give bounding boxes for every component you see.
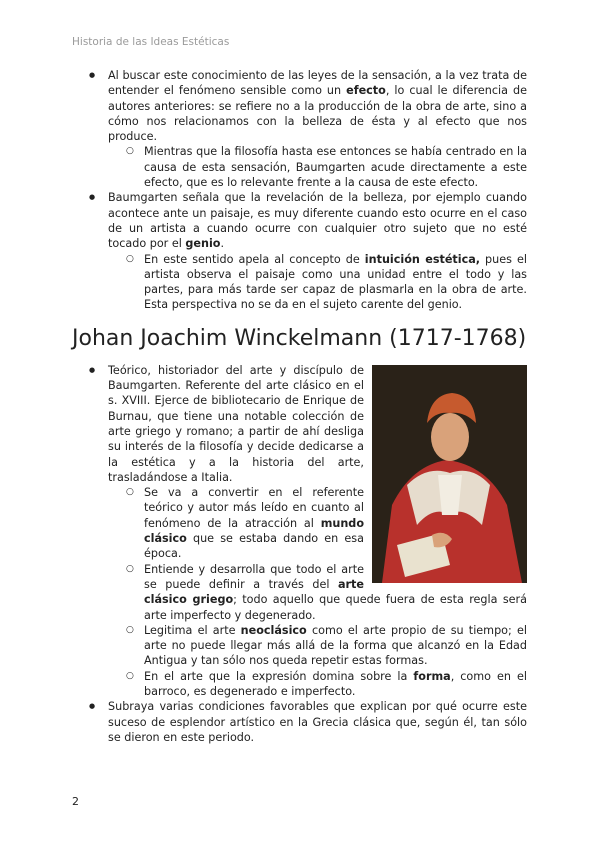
list-item: ● Baumgarten señala que la revelación de la belleza, por ejemplo cuando acontece ante un paisaje, es muy diferente cuando esto ocurre en el caso de un artista a cuando ocurre con cualquier otro sujeto que no esté tocado por el genio. ○ En este sentido apela al concepto de intuición estética, pues el artista observa el paisaje como una unidad entre el todo y las partes, para más tarde ser capaz de plasmarla en la obra de arte. Esta perspectiva no se da en el sujeto carente del genio.: [72, 190, 527, 312]
section-title: Johan Joachim Winckelmann (1717-1768): [72, 325, 527, 351]
list-item: ● Teórico, historiador del arte y discípulo de Baumgarten. Referente del arte clásico en el s. XVIII. Ejerce de bibliotecario de Enrique de Burnau, que tiene una notable colección de arte griego y romano; a partir de ahí desliga su interés de la filosofía y decide dedicarse a la estética y a la historia del arte, trasladándose a Italia. ○ Se va a convertir en el referente teórico y autor más leído en cuanto al fenómeno de la atracción al mundo clásico que se estaba dando en esa época. ○ Entiende y desarrolla que todo el arte se puede definir a través del arte clásico griego; todo aquello que quede fuera de esta regla será arte imperfecto y degenerado. ○ Legitima el arte neoclásico como el arte propio de su tiempo; el arte no puede llegar más allá de la forma que alcanzó en la Edad Antigua y tan sólo nos queda repetir estas formas. ○ En el arte que la expresión domina sobre la forma, como en el barroco, es degenerado e imperfecto.: [72, 363, 527, 700]
sub-list: [108, 485, 527, 699]
sub-list-item: ○ En este sentido apela al concepto de intuición estética, pues el artista observa el paisaje como una unidad entre el todo y las partes, para más tarde ser capaz de plasmarla en la obra de arte. Esta perspectiva no se da en el sujeto carente del genio.: [108, 252, 527, 313]
sub-list-item: ○ Se va a convertir en el referente teórico y autor más leído en cuanto al fenómeno de la atracción al mundo clásico que se estaba dando en esa época.: [108, 485, 527, 561]
sub-list-item: ○ Mientras que la filosofía hasta ese entonces se había centrado en la causa de esta sensación, Baumgarten acude directamente a este efecto, que es lo relevante frente a la causa de este efecto.: [108, 144, 527, 190]
page-number: 2: [72, 795, 79, 808]
running-header: Historia de las Ideas Estéticas: [72, 36, 230, 48]
bold-term: intuición estética,: [364, 252, 481, 266]
bold-term: neoclásico: [240, 623, 307, 637]
bold-term: efecto: [346, 84, 386, 98]
bold-term: forma: [413, 669, 451, 683]
winckelmann-bullet-list: [72, 363, 527, 745]
sub-list: [108, 252, 527, 313]
sub-list-item: ○ Entiende y desarrolla que todo el arte se puede definir a través del arte clásico griego; todo aquello que quede fuera de esta regla será arte imperfecto y degenerado.: [108, 562, 527, 623]
list-item: ● Al buscar este conocimiento de las leyes de la sensación, a la vez trata de entender el fenómeno sensible como un efecto, lo cual le diferencia de autores anteriores: se refiere no a la producción de la obra de arte, sino a cómo nos relacionamos con la belleza de ésta y al efecto que nos produce. ○ Mientras que la filosofía hasta ese entonces se había centrado en la causa de esta sensación, Baumgarten acude directamente a este efecto, que es lo relevante frente a la causa de este efecto.: [72, 68, 527, 190]
bold-term: mundo clásico: [144, 516, 364, 546]
page-content: [72, 68, 527, 745]
intro-bullet-list: [72, 68, 527, 313]
bold-term: genio: [185, 237, 221, 251]
list-item: ● Subraya varias condiciones favorables que explican por qué ocurre este suceso de esplendor artístico en la Grecia clásica que, según él, tan sólo se dieron en este periodo.: [72, 699, 527, 745]
sub-list-item: ○ En el arte que la expresión domina sobre la forma, como en el barroco, es degenerado e imperfecto.: [108, 669, 527, 700]
sub-list-item: ○ Legitima el arte neoclásico como el arte propio de su tiempo; el arte no puede llegar más allá de la forma que alcanzó en la Edad Antigua y tan sólo nos queda repetir estas formas.: [108, 623, 527, 669]
sub-list: [108, 144, 527, 190]
bold-term: arte clásico griego: [144, 577, 364, 607]
